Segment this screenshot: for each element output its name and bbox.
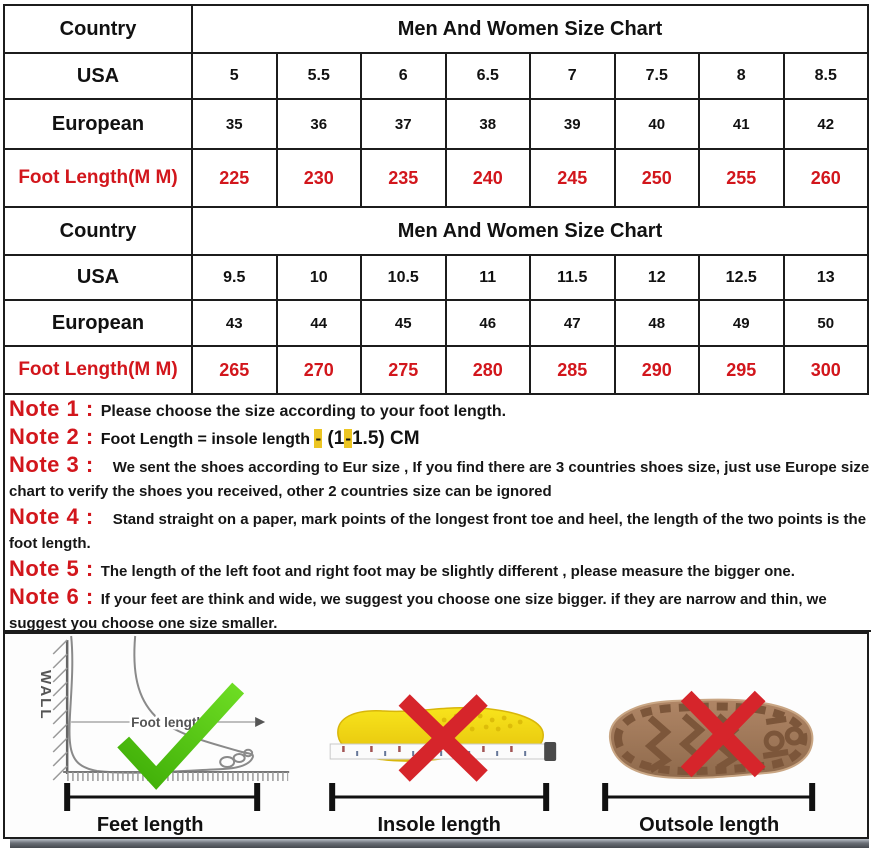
size-chart-table-bottom (3, 206, 869, 395)
eu-size-cell: 39 (530, 99, 615, 149)
usa-size-cell: 12.5 (699, 255, 784, 300)
usa-size-cell: 13 (784, 255, 869, 300)
usa-row-label: USA (4, 255, 192, 300)
measure-bracket (67, 783, 257, 811)
foot-length-cell: 225 (192, 149, 277, 207)
european-row-label: European (4, 300, 192, 346)
usa-size-cell: 8.5 (784, 53, 869, 99)
eu-size-cell: 47 (530, 300, 615, 346)
eu-size-cell: 45 (361, 300, 446, 346)
note-2-text: Foot Length = insole length (100, 431, 315, 448)
note-5-text: The length of the left foot and right foot may be slightly different , please measure the bigger one. (100, 563, 795, 580)
foot-length-cell: 300 (784, 346, 869, 394)
size-chart-table-top (3, 4, 869, 208)
wall-label: WALL (37, 670, 55, 721)
note-6-label: Note 6 : (9, 584, 94, 609)
eu-size-cell: 41 (699, 99, 784, 149)
insole-length-label: Insole length (377, 814, 502, 836)
usa-size-cell: 11.5 (530, 255, 615, 300)
foot-length-cell: 280 (446, 346, 531, 394)
eu-size-cell: 44 (277, 300, 362, 346)
usa-size-cell: 10.5 (361, 255, 446, 300)
usa-size-cell: 6.5 (446, 53, 531, 99)
usa-size-cell: 6 (361, 53, 446, 99)
eu-size-cell: 48 (615, 300, 700, 346)
foot-length-arrow (71, 715, 265, 730)
usa-size-cell: 7.5 (615, 53, 700, 99)
foot-length-cell: 285 (530, 346, 615, 394)
note-5-label: Note 5 : (9, 556, 94, 581)
feet-length-label: Feet length (96, 814, 204, 836)
usa-row-label: USA (4, 53, 192, 99)
foot-length-cell: 295 (699, 346, 784, 394)
insole-length-panel (292, 634, 579, 837)
highlighted-dash: - (345, 429, 351, 448)
eu-size-cell: 49 (699, 300, 784, 346)
eu-size-cell: 36 (277, 99, 362, 149)
measure-bracket (332, 783, 546, 811)
ground-ruler (63, 772, 289, 777)
size-chart-title: Men And Women Size Chart (192, 5, 868, 53)
eu-size-cell: 50 (784, 300, 869, 346)
foot-length-cell: 245 (530, 149, 615, 207)
note-2 (9, 425, 871, 452)
foot-length-arrow-label: Foot length (131, 715, 205, 730)
note-3-text: We sent the shoes according to Eur size , If you find there are 3 countries shoes size, just use Europe size chart to verify the shoes you received, other 2 countries size can be ignored (9, 459, 870, 500)
insole-length-figure (292, 634, 579, 837)
usa-size-cell: 11 (446, 255, 531, 300)
note-6-text: If your feet are think and wide, we suggest you choose one size bigger. if they are narrow and thin, we suggest you choose one size smaller. (9, 591, 827, 632)
highlighted-dash: - (315, 429, 322, 448)
measurement-figures (3, 632, 869, 839)
foot-length-cell: 235 (361, 149, 446, 207)
note-4-label: Note 4 : (9, 504, 94, 529)
outsole-length-label: Outsole length (638, 814, 779, 836)
eu-size-cell: 35 (192, 99, 277, 149)
note-3 (9, 453, 871, 504)
feet-length-figure (5, 634, 292, 837)
foot-length-cell: 250 (615, 149, 700, 207)
note-3-label: Note 3 : (9, 452, 94, 477)
usa-size-cell: 9.5 (192, 255, 277, 300)
foot-length-cell: 290 (615, 346, 700, 394)
tape-tip (544, 742, 556, 761)
usa-size-cell: 5.5 (277, 53, 362, 99)
note-5 (9, 557, 871, 584)
usa-size-cell: 12 (615, 255, 700, 300)
usa-size-cell: 8 (699, 53, 784, 99)
size-chart-title: Men And Women Size Chart (192, 207, 868, 255)
outsole-length-figure (580, 634, 867, 837)
measure-bracket (605, 783, 812, 811)
note-2-text: (1 (322, 428, 345, 449)
eu-size-cell: 37 (361, 99, 446, 149)
country-header-cell: Country (4, 207, 192, 255)
country-header-cell: Country (4, 5, 192, 53)
usa-size-cell: 7 (530, 53, 615, 99)
foot-length-cell: 255 (699, 149, 784, 207)
feet-length-panel (5, 634, 292, 837)
foot-length-cell: 240 (446, 149, 531, 207)
european-row-label: European (4, 99, 192, 149)
note-4-text: Stand straight on a paper, mark points of the longest front toe and heel, the length of the two points is the foot length. (9, 511, 867, 552)
note-1 (9, 397, 871, 424)
foot-length-row-label: Foot Length(M M) (4, 346, 192, 394)
bottom-shadow-bar (10, 839, 869, 848)
note-6 (9, 585, 871, 632)
wall-hatch (53, 640, 67, 780)
eu-size-cell: 38 (446, 99, 531, 149)
notes-block (3, 395, 871, 632)
note-4 (9, 505, 871, 556)
foot-length-row-label: Foot Length(M M) (4, 149, 192, 207)
eu-size-cell: 46 (446, 300, 531, 346)
eu-size-cell: 40 (615, 99, 700, 149)
eu-size-cell: 43 (192, 300, 277, 346)
note-1-label: Note 1 : (9, 396, 94, 421)
foot-length-cell: 260 (784, 149, 869, 207)
foot-length-cell: 270 (277, 346, 362, 394)
usa-size-cell: 5 (192, 53, 277, 99)
foot-length-cell: 230 (277, 149, 362, 207)
foot-length-cell: 275 (361, 346, 446, 394)
foot-length-cell: 265 (192, 346, 277, 394)
eu-size-cell: 42 (784, 99, 869, 149)
outsole-length-panel (580, 634, 867, 837)
note-1-text: Please choose the size according to your foot length. (100, 403, 507, 420)
usa-size-cell: 10 (277, 255, 362, 300)
note-2-text: 1.5) CM (351, 428, 420, 449)
note-2-label: Note 2 : (9, 424, 94, 449)
